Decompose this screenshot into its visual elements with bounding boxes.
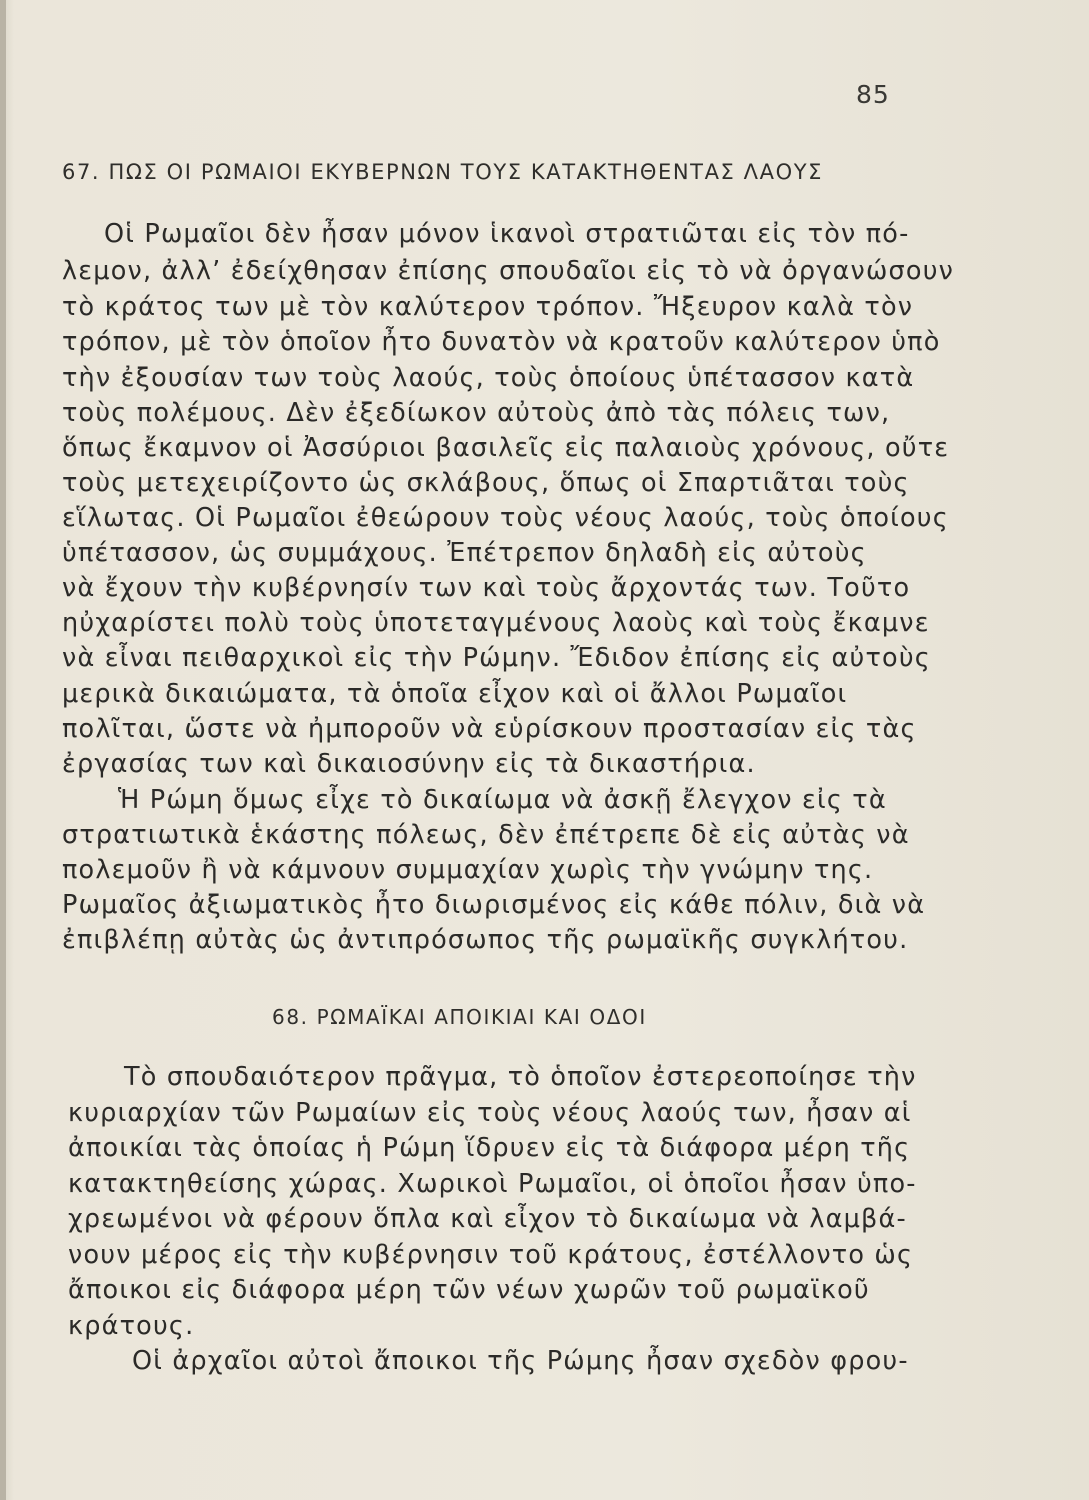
paragraph-line: Τὸ σπουδαιότερον πρᾶγμα, τὸ ὁποῖον ἐστερεοποίησε τὴν (124, 1062, 917, 1092)
paragraph-line: ὅπως ἔκαμνον οἱ Ἀσσύριοι βασιλεῖς εἰς παλαιοὺς χρόνους, οὔτε (62, 433, 950, 463)
paragraph-line: ἐπιβλέπῃ αὐτὰς ὡς ἀντιπρόσωπος τῆς ρωμαϊκῆς συγκλήτου. (62, 925, 909, 955)
paragraph-line: μερικὰ δικαιώματα, τὰ ὁποῖα εἶχον καὶ οἱ ἄλλοι Ρωμαῖοι (62, 679, 848, 709)
paragraph-line: νὰ ἔχουν τὴν κυβέρνησίν των καὶ τοὺς ἄρχοντάς των. Τοῦτο (62, 573, 911, 603)
paragraph-line: τοὺς πολέμους. Δὲν ἐξεδίωκον αὐτοὺς ἀπὸ τὰς πόλεις των, (62, 398, 891, 428)
paragraph-line: χρεωμένοι νὰ φέρουν ὅπλα καὶ εἶχον τὸ δικαίωμα νὰ λαμβά- (68, 1204, 907, 1234)
paragraph-line: ὑπέτασσον, ὡς συμμάχους. Ἐπέτρεπον δηλαδὴ εἰς αὐτοὺς (62, 538, 867, 568)
paragraph-line: ἀποικίαι τὰς ὁποίας ἡ Ρώμη ἵδρυεν εἰς τὰ διάφορα μέρη τῆς (68, 1133, 911, 1163)
paragraph-line: Ἡ Ρώμη ὅμως εἶχε τὸ δικαίωμα νὰ ἀσκῇ ἔλεγχον εἰς τὰ (118, 785, 887, 815)
paragraph-line: Ρωμαῖος ἀξιωματικὸς ἦτο διωρισμένος εἰς κάθε πόλιν, διὰ νὰ (62, 890, 926, 920)
paragraph-line: ἐργασίας των καὶ δικαιοσύνην εἰς τὰ δικαστήρια. (62, 749, 756, 779)
paragraph-line: στρατιωτικὰ ἑκάστης πόλεως, δὲν ἐπέτρεπε δὲ εἰς αὐτὰς νὰ (62, 820, 910, 850)
paragraph-line: τὴν ἐξουσίαν των τοὺς λαούς, τοὺς ὁποίους ὑπέτασσον κατὰ (62, 363, 915, 393)
paragraph-line: λεμον, ἀλλ’ ἐδείχθησαν ἐπίσης σπουδαῖοι εἰς τὸ νὰ ὀργανώσουν (62, 256, 955, 286)
paragraph-line: εἵλωτας. Οἱ Ρωμαῖοι ἐθεώρουν τοὺς νέους λαούς, τοὺς ὁποίους (62, 503, 949, 533)
paragraph-line: τρόπον, μὲ τὸν ὁποῖον ἦτο δυνατὸν νὰ κρατοῦν καλύτερον ὑπὸ (62, 327, 941, 357)
paragraph-line: κράτους. (68, 1311, 195, 1341)
paragraph-line: τοὺς μετεχειρίζοντο ὡς σκλάβους, ὅπως οἱ Σπαρτιᾶται τοὺς (62, 468, 910, 498)
paragraph-line: πολῖται, ὥστε νὰ ἠμποροῦν νὰ εὑρίσκουν προστασίαν εἰς τὰς (62, 714, 917, 744)
paragraph-line: πολεμοῦν ἢ νὰ κάμνουν συμμαχίαν χωρὶς τὴν γνώμην της. (62, 855, 874, 885)
paragraph-line: νουν μέρος εἰς τὴν κυβέρνησιν τοῦ κράτους, ἐστέλλοντο ὡς (68, 1240, 914, 1270)
page-binding-edge (0, 0, 6, 1500)
section-heading-67: 67. ΠΩΣ ΟΙ ΡΩΜΑΙΟΙ ΕΚΥΒΕΡΝΩΝ ΤΟΥΣ ΚΑΤΑΚΤΗΘΕΝΤΑΣ ΛΑΟΥΣ (62, 160, 824, 184)
paragraph-line: κυριαρχίαν τῶν Ρωμαίων εἰς τοὺς νέους λαούς των, ἦσαν αἱ (68, 1098, 912, 1128)
paragraph-line: ἄποικοι εἰς διάφορα μέρη τῶν νέων χωρῶν τοῦ ρωμαϊκοῦ (68, 1275, 870, 1305)
paragraph-line: τὸ κράτος των μὲ τὸν καλύτερον τρόπον. Ἤξευρον καλὰ τὸν (62, 292, 914, 322)
page-number: 85 (856, 80, 890, 109)
paragraph-line: ηὐχαρίστει πολὺ τοὺς ὑποτεταγμένους λαοὺς καὶ τοὺς ἔκαμνε (62, 608, 930, 638)
paragraph-line: Οἱ ἀρχαῖοι αὐτοὶ ἄποικοι τῆς Ρώμης ἦσαν σχεδὸν φρου- (132, 1346, 909, 1376)
paragraph-line: Οἱ Ρωμαῖοι δὲν ἦσαν μόνον ἱκανοὶ στρατιῶται εἰς τὸν πό- (104, 219, 910, 249)
section-heading-68: 68. ΡΩΜΑΪΚΑΙ ΑΠΟΙΚΙΑΙ ΚΑΙ ΟΔΟΙ (272, 1005, 647, 1029)
paragraph-line: νὰ εἶναι πειθαρχικοὶ εἰς τὴν Ρώμην. Ἔδιδον ἐπίσης εἰς αὐτοὺς (62, 643, 931, 673)
paragraph-line: κατακτηθείσης χώρας. Χωρικοὶ Ρωμαῖοι, οἱ ὁποῖοι ἦσαν ὑπο- (68, 1169, 917, 1199)
